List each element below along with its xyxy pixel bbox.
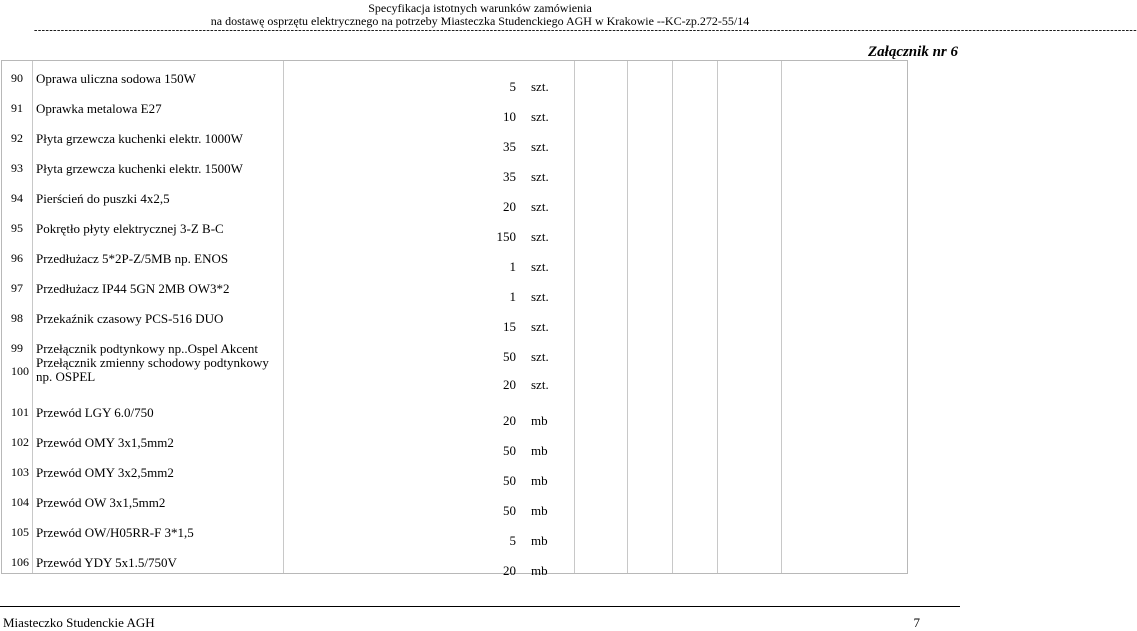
item-number: 91 [11,101,23,115]
item-name: Przełącznik podtynkowy np..Ospel Akcent [36,341,259,356]
item-quantity: 35 [503,139,516,154]
item-unit: szt. [531,199,549,214]
item-name: Płyta grzewcza kuchenki elektr. 1000W [36,131,243,146]
item-quantity: 20 [503,563,516,578]
table-row [2,121,907,154]
items-table [1,60,908,578]
table-row [2,455,907,488]
table-row [2,515,907,548]
item-name: Przedłużacz IP44 5GN 2MB OW3*2 [36,281,230,296]
item-unit: szt. [531,109,549,124]
item-name: Przekaźnik czasowy PCS-516 DUO [36,311,224,326]
item-quantity: 5 [509,79,516,94]
item-unit: szt. [531,79,549,94]
table-row [2,211,907,244]
table-row [2,151,907,184]
item-number: 90 [11,71,23,85]
item-quantity: 35 [503,169,516,184]
header-dashed-separator: ------------------------------------------------------------------------------------------------------------------------------------------------------------------------------------------------------------------------------------------------------------------------------------------------ [34,25,1137,36]
item-number: 103 [11,465,29,479]
table-row [2,425,907,458]
item-unit: mb [531,413,548,428]
document-header-line2: na dostawę osprzętu elektrycznego na potrzeby Miasteczka Studenckiego AGH w Krakowie --KC-zp.272-55/14 [210,14,750,28]
item-quantity: 20 [503,377,516,392]
item-quantity: 15 [503,319,516,334]
footer-institution: Miasteczko Studenckie AGH [3,615,155,630]
item-unit: szt. [531,229,549,244]
table-row [2,271,907,304]
item-quantity: 5 [509,533,516,548]
item-number: 94 [11,191,23,205]
item-unit: szt. [531,259,549,274]
item-quantity: 50 [503,349,516,364]
item-number: 95 [11,221,23,235]
item-quantity: 20 [503,199,516,214]
item-number: 101 [11,405,29,419]
item-number: 105 [11,525,29,539]
item-quantity: 50 [503,443,516,458]
attachment-label: Załącznik nr 6 [867,44,958,60]
item-name: Płyta grzewcza kuchenki elektr. 1500W [36,161,243,176]
item-name: Oprawka metalowa E27 [36,101,162,116]
item-number: 104 [11,495,29,509]
item-unit: szt. [531,319,549,334]
table-row [2,545,907,578]
table-row [2,241,907,274]
item-unit: mb [531,533,548,548]
item-quantity: 1 [509,259,516,274]
item-quantity: 20 [503,413,516,428]
item-quantity: 10 [503,109,516,124]
item-unit: mb [531,563,548,578]
item-number: 97 [11,281,23,295]
item-number: 106 [11,555,29,569]
item-unit: szt. [531,377,549,392]
item-unit: szt. [531,139,549,154]
item-name: Oprawa uliczna sodowa 150W [36,71,196,86]
item-name: Przedłużacz 5*2P-Z/5MB np. ENOS [36,251,229,266]
item-name: Przewód OW 3x1,5mm2 [36,495,166,510]
item-quantity: 150 [496,229,516,244]
item-number: 100 [11,364,29,378]
table-row [2,61,907,94]
item-unit: mb [531,443,548,458]
item-unit: szt. [531,169,549,184]
table-row [2,395,907,428]
item-unit: szt. [531,289,549,304]
footer-rule [0,606,960,607]
table-row [2,301,907,334]
item-quantity: 1 [509,289,516,304]
item-number: 96 [11,251,23,265]
item-name: Pokrętło płyty elektrycznej 3-Z B-C [36,221,224,236]
page-number: 7 [913,615,920,630]
item-number: 98 [11,311,23,325]
item-name: Przełącznik zmienny schodowy podtynkowy np. OSPEL [36,355,269,384]
item-quantity: 50 [503,473,516,488]
item-number: 93 [11,161,23,175]
item-name: Przewód OMY 3x2,5mm2 [36,465,174,480]
item-unit: mb [531,473,548,488]
item-name: Przewód OMY 3x1,5mm2 [36,435,174,450]
item-number: 92 [11,131,23,145]
table-row [2,181,907,214]
table-row [2,485,907,518]
table-row [2,91,907,124]
item-unit: mb [531,503,548,518]
item-number: 102 [11,435,29,449]
document-header-line1: Specyfikacja istotnych warunków zamówienia [368,1,592,15]
item-unit: szt. [531,349,549,364]
item-quantity: 50 [503,503,516,518]
item-name: Pierścień do puszki 4x2,5 [36,191,170,206]
item-number: 99 [11,341,23,355]
item-name: Przewód YDY 5x1.5/750V [36,555,177,570]
item-name: Przewód OW/H05RR-F 3*1,5 [36,525,194,540]
item-name: Przewód LGY 6.0/750 [36,405,154,420]
